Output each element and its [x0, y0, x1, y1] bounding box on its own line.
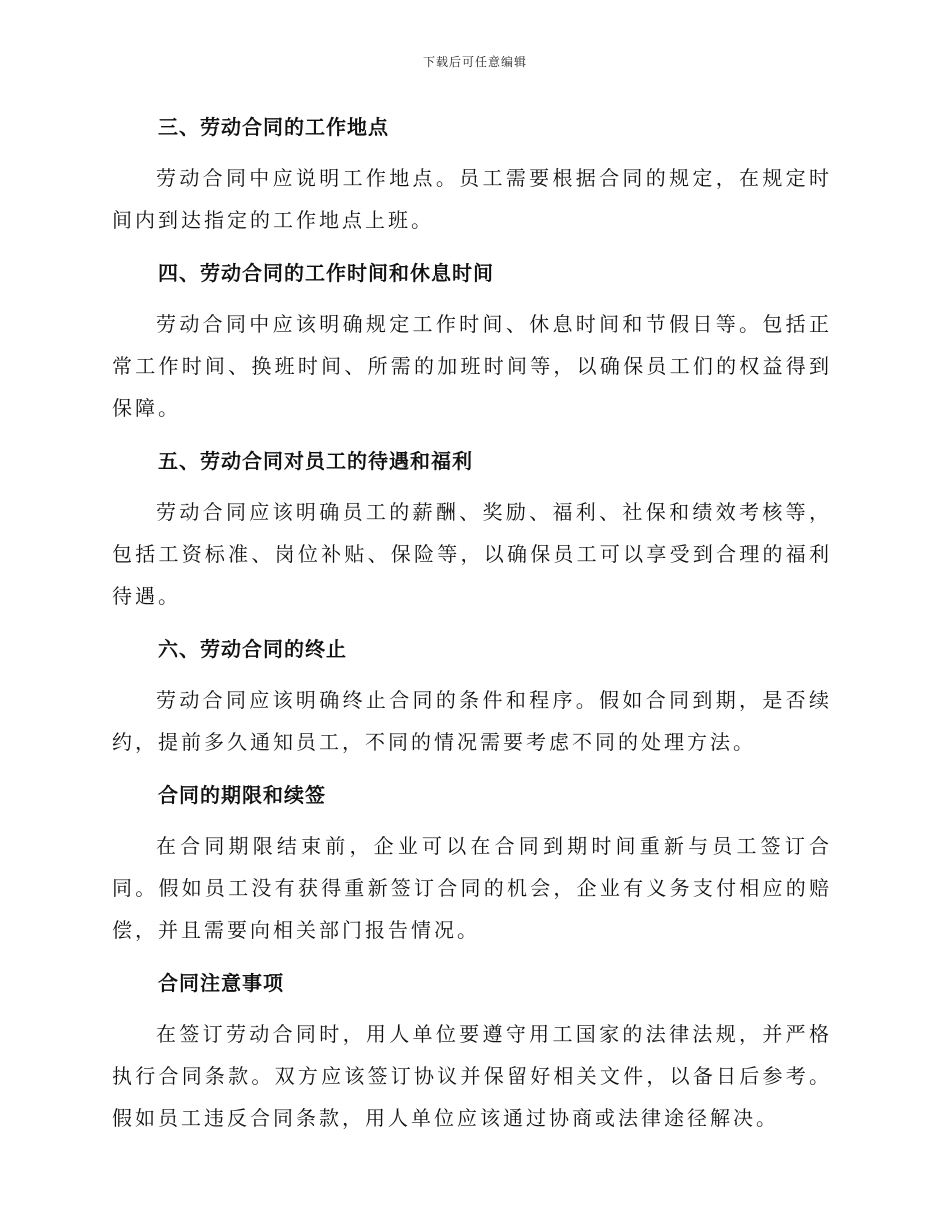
section-heading-termination: 六、劳动合同的终止: [158, 637, 347, 661]
section-body-working-hours: 劳动合同中应该明确规定工作时间、休息时间和节假日等。包括正常工作时间、换班时间、所需的加班时间等，以确保员工们的权益得到保障。: [112, 312, 832, 420]
section-heading-benefits: 五、劳动合同对员工的待遇和福利: [158, 449, 473, 473]
section-heading-working-hours: 四、劳动合同的工作时间和休息时间: [158, 261, 494, 285]
section-body-term-renewal: 在合同期限结束前，企业可以在合同到期时间重新与员工签订合同。假如员工没有获得重新签订合同的机会，企业有义务支付相应的赔偿，并且需要向相关部门报告情况。: [112, 834, 832, 942]
header-note: 下载后可任意编辑: [422, 55, 527, 69]
section-heading-term-renewal: 合同的期限和续签: [158, 783, 326, 807]
section-body-notes: 在签订劳动合同时，用人单位要遵守用工国家的法律法规，并严格执行合同条款。双方应该签订协议并保留好相关文件，以备日后参考。 假如员工违反合同条款，用人单位应该通过协商或法律途径解决。: [112, 1022, 832, 1130]
section-body-benefits: 劳动合同应该明确员工的薪酬、奖励、福利、社保和绩效考核等，包括工资标准、岗位补贴、保险等，以确保员工可以享受到合理的福利待遇。: [112, 500, 832, 608]
section-heading-notes: 合同注意事项: [158, 971, 284, 995]
section-body-workplace: 劳动合同中应说明工作地点。员工需要根据合同的规定，在规定时间内到达指定的工作地点上班。: [112, 166, 832, 232]
document-body: [112, 112, 832, 1156]
section-body-termination: 劳动合同应该明确终止合同的条件和程序。假如合同到期，是否续约，提前多久通知员工，不同的情况需要考虑不同的处理方法。: [112, 688, 832, 754]
section-heading-workplace: 三、劳动合同的工作地点: [158, 115, 389, 139]
